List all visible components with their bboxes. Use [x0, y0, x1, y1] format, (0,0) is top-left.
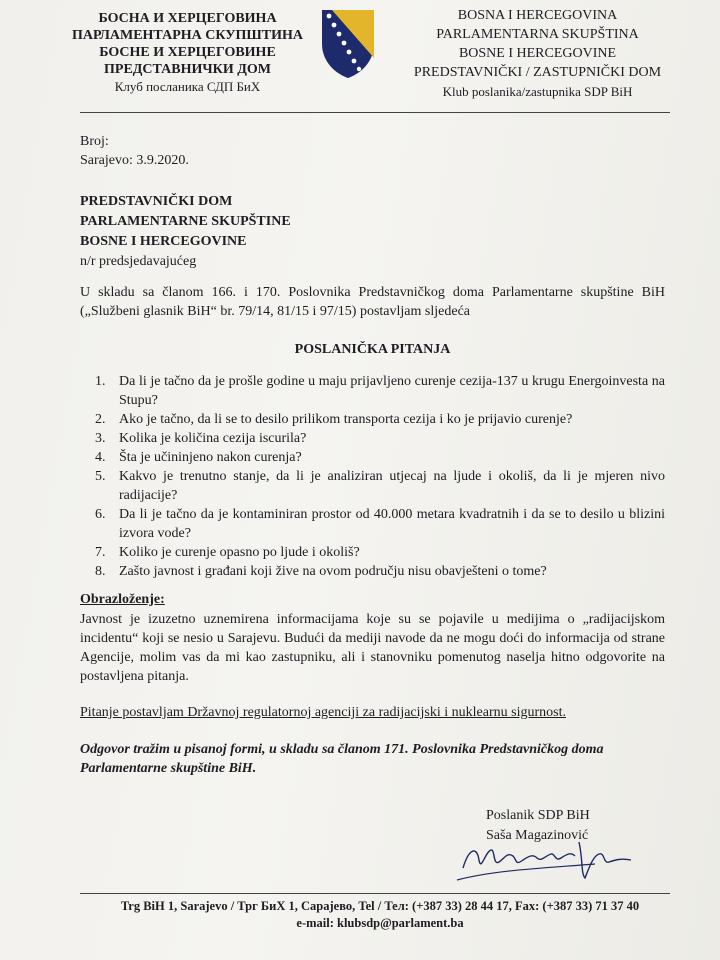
document-date: Sarajevo: 3.9.2020. — [80, 153, 189, 168]
header-line: ПРЕДСТАВНИЧКИ ДОМ — [104, 62, 271, 77]
document-title: POSLANIČKA PITANJA — [294, 342, 451, 357]
question-number: 2. — [95, 412, 106, 427]
header-line: ПАРЛАМЕНТАРНА СКУПШТИНА — [72, 28, 303, 43]
coat-of-arms-icon — [320, 8, 376, 80]
question-item — [95, 372, 665, 410]
question-text: Kakvo je trenutno stanje, da li je analiziran utjecaj na ljude i okoliš, da li je mjeren nivo radijacije? — [119, 469, 665, 503]
recipient-block — [80, 192, 291, 272]
recipient-line: PREDSTAVNIČKI DOM — [80, 194, 233, 209]
question-number: 6. — [95, 507, 106, 522]
question-text: Kolika je količina cezija iscurila? — [119, 431, 307, 446]
question-item — [95, 467, 665, 505]
question-number: 1. — [95, 374, 106, 389]
question-item — [95, 429, 665, 448]
explanation-title: Obrazloženje: — [80, 592, 165, 607]
document-meta — [80, 132, 189, 170]
header-line: БОСНА И ХЕРЦЕГОВИНА — [98, 11, 277, 26]
answer-request: Odgovor tražim u pisanoj formi, u skladu sa članom 171. Poslovnika Predstavničkog doma Parlamentarne skupštine BiH. — [80, 742, 604, 776]
question-text: Zašto javnost i građani koji žive na ovom području nisu obavješteni o tome? — [119, 564, 547, 579]
header-line: PREDSTAVNIČKI / ZASTUPNIČKI DOM — [413, 65, 662, 80]
recipient-attention: n/r predsjedavajućeg — [80, 254, 197, 269]
header-cyrillic — [70, 10, 305, 95]
recipient-line: PARLAMENTARNE SKUPŠTINE — [80, 214, 291, 229]
footer-address: Trg BiH 1, Sarajevo / Трг БиХ 1, Сарајево, Tel / Тел: (+387 33) 28 44 17, Fax: (+387 33) 71 37 40 — [120, 899, 640, 913]
question-item — [95, 410, 665, 429]
handwritten-signature — [455, 830, 645, 890]
question-text: Ako je tačno, da li se to desilo prilikom transporta cezija i ko je prijavio curenje? — [119, 412, 573, 427]
recipient-line: BOSNE I HERCEGOVINE — [80, 234, 247, 249]
question-item — [95, 448, 665, 467]
header-latin — [405, 6, 670, 101]
header-line: БОСНЕ И ХЕРЦЕГОВИНЕ — [99, 45, 276, 60]
question-text: Da li je tačno da je kontaminiran prostor od 40.000 metara kvadratnih i da se to desilo u blizini izvora vode? — [119, 507, 665, 541]
footer-email: e-mail: klubsdp@parlament.ba — [296, 916, 464, 930]
header-club: Клуб посланика СДП БиХ — [114, 79, 261, 94]
question-text: Da li je tačno da je prošle godine u maju prijavljeno curenje cezija-137 u krugu Energoinvesta na Stupu? — [119, 374, 665, 408]
intro-paragraph: U skladu sa članom 166. i 170. Poslovnika Predstavničkog doma Parlamentarne skupštine BiH („Službeni glasnik BiH“ br. 79/14, 81/15 i 97/15) postavljam sljedeća — [80, 285, 665, 319]
explanation-text: Javnost je izuzetno uznemirena informacijama koje su se pojavile u medijima o „radijacijskom incidentu“ koji se nesio u Sarajevu. Budući da mediji navode da ne mogu doći do informacija od strane Agencije, molim vas da mi kao zastupniku, ali i stanovniku pomenutog naselja hitno odgovorite na postavljena pitanja. — [80, 612, 665, 684]
header-divider — [80, 112, 670, 113]
signer-role: Poslanik SDP BiH — [486, 808, 590, 823]
question-text: Šta je učininjeno nakon curenja? — [119, 450, 302, 465]
question-text: Koliko je curenje opasno po ljude i okoliš? — [119, 545, 360, 560]
question-item — [95, 562, 665, 581]
header-line: BOSNE I HERCEGOVINE — [458, 46, 617, 61]
header-club: Klub poslanika/zastupnika SDP BiH — [442, 84, 633, 99]
signer-name: Saša Magazinović — [486, 828, 589, 843]
question-number: 5. — [95, 469, 106, 484]
footer — [60, 898, 700, 932]
question-number: 7. — [95, 545, 106, 560]
question-number: 4. — [95, 450, 106, 465]
posted-to-statement: Pitanje postavljam Državnoj regulatornoj agenciji za radijacijski i nuklearnu sigurnost. — [80, 705, 566, 720]
header-line: BOSNA I HERCEGOVINA — [457, 8, 618, 23]
reference-number: Broj: — [80, 134, 109, 149]
question-number: 3. — [95, 431, 106, 446]
question-item — [95, 543, 665, 562]
question-item — [95, 505, 665, 543]
question-number: 8. — [95, 564, 106, 579]
questions-list — [95, 372, 665, 581]
header-line: PARLAMENTARNA SKUPŠTINA — [436, 27, 639, 42]
footer-divider — [80, 893, 670, 894]
